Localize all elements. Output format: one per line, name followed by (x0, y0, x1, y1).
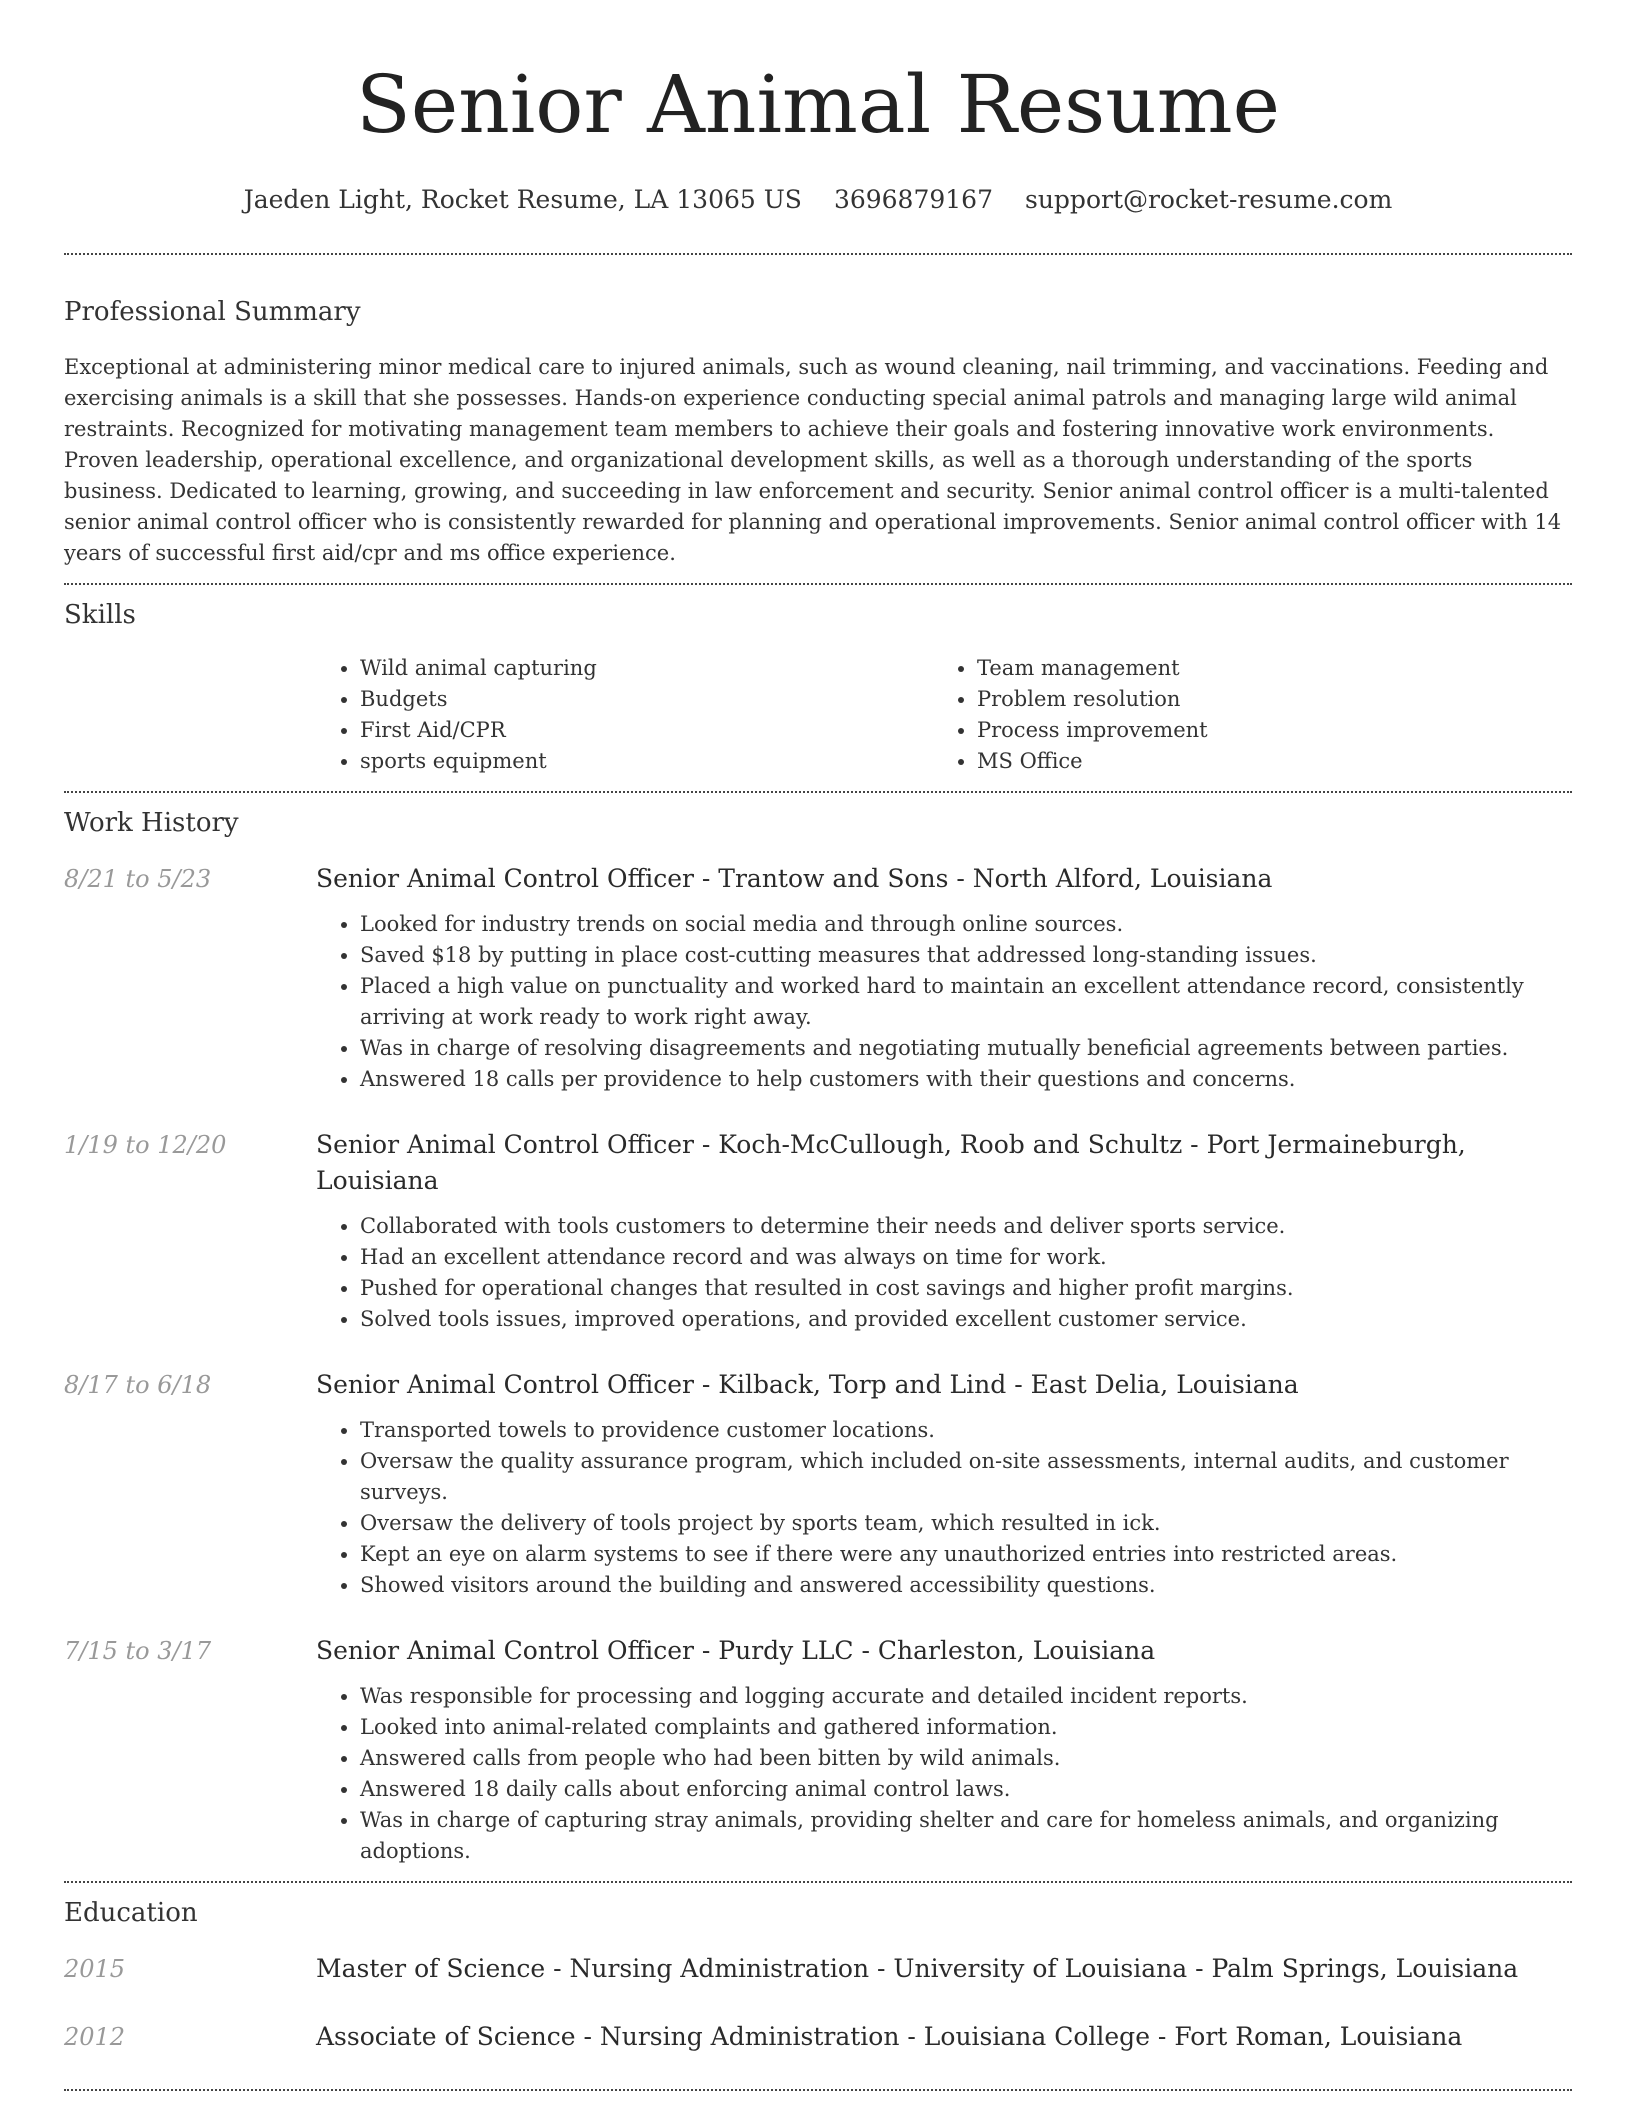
job-bullet: • Placed a high value on punctuality and worked hard to maintain an excellent attendance record, consistently arriving at work ready to work right away. (360, 971, 1572, 1033)
job-bullet: • Saved $18 by putting in place cost-cutting measures that addressed long-standing issues. (360, 940, 1572, 971)
job-bullet: • Was in charge of capturing stray animals, providing shelter and care for homeless animals, and organizing adoptions. (360, 1805, 1572, 1867)
job-bullet: • Was in charge of resolving disagreements and negotiating mutually beneficial agreements between parties. (360, 1033, 1572, 1064)
resume-title: Senior Animal Resume (356, 58, 1280, 151)
job-entry (64, 861, 1572, 1095)
education-section (64, 1893, 1572, 2087)
skill-item: • Team management (977, 653, 1550, 684)
divider (64, 791, 1572, 793)
job-entry (64, 1367, 1572, 1601)
skill-item: • sports equipment (360, 746, 933, 777)
job-entry (64, 1127, 1572, 1335)
education-date: 2012 (64, 2023, 126, 2051)
job-bullets (316, 1211, 1572, 1335)
job-title: Senior Animal Control Officer - Trantow and Sons - North Alford, Louisiana (316, 864, 1273, 893)
summary-heading: Professional Summary (64, 297, 361, 327)
divider (64, 2089, 1572, 2091)
job-title: Senior Animal Control Officer - Kilback, Torp and Lind - East Delia, Louisiana (316, 1370, 1299, 1399)
skills-grid (316, 653, 1572, 777)
resume-page (64, 0, 1572, 2091)
education-entry (64, 2019, 1572, 2087)
education-title: Associate of Science - Nursing Administration - Louisiana College - Fort Roman, Louisiana (316, 2022, 1463, 2051)
skills-list-left (316, 653, 933, 777)
divider (64, 1881, 1572, 1883)
summary-section (64, 292, 1572, 569)
education-title: Master of Science - Nursing Administration - University of Louisiana - Palm Springs, Louisiana (316, 1954, 1519, 1983)
job-bullet: • Looked for industry trends on social media and through online sources. (360, 909, 1572, 940)
job-bullet: • Kept an eye on alarm systems to see if there were any unauthorized entries into restricted areas. (360, 1539, 1572, 1570)
job-title: Senior Animal Control Officer - Koch-McCullough, Roob and Schultz - Port Jermaineburgh, Louisiana (316, 1130, 1466, 1195)
job-entry (64, 1633, 1572, 1867)
job-bullets (316, 909, 1572, 1095)
job-bullet: • Collaborated with tools customers to determine their needs and deliver sports service. (360, 1211, 1572, 1242)
job-bullets (316, 1415, 1572, 1601)
job-date: 8/21 to 5/23 (64, 865, 212, 893)
job-bullets (316, 1681, 1572, 1867)
job-bullet: • Was responsible for processing and logging accurate and detailed incident reports. (360, 1681, 1572, 1712)
job-bullet: • Answered 18 calls per providence to help customers with their questions and concerns. (360, 1064, 1572, 1095)
skill-item: • First Aid/CPR (360, 715, 933, 746)
skill-item: • MS Office (977, 746, 1550, 777)
job-bullet: • Transported towels to providence customer locations. (360, 1415, 1572, 1446)
skill-item: • Problem resolution (977, 684, 1550, 715)
divider (64, 583, 1572, 585)
education-date: 2015 (64, 1955, 126, 1983)
skill-item: • Wild animal capturing (360, 653, 933, 684)
contact-email: support@rocket-resume.com (1025, 185, 1393, 214)
contact-phone: 3696879167 (833, 185, 993, 214)
job-date: 1/19 to 12/20 (64, 1131, 227, 1159)
job-date: 7/15 to 3/17 (64, 1637, 212, 1665)
skill-item: • Process improvement (977, 715, 1550, 746)
skills-list-right (933, 653, 1550, 777)
skills-heading: Skills (64, 600, 136, 630)
education-entry (64, 1951, 1572, 2019)
skill-item: • Budgets (360, 684, 933, 715)
job-date: 8/17 to 6/18 (64, 1371, 212, 1399)
job-bullet: • Pushed for operational changes that resulted in cost savings and higher profit margins. (360, 1273, 1572, 1304)
job-bullet: • Oversaw the delivery of tools project by sports team, which resulted in ick. (360, 1508, 1572, 1539)
divider (64, 253, 1572, 255)
education-heading: Education (64, 1898, 198, 1928)
work-section (64, 803, 1572, 1867)
job-bullet: • Answered 18 daily calls about enforcing animal control laws. (360, 1774, 1572, 1805)
job-bullet: • Oversaw the quality assurance program, which included on-site assessments, internal audits, and customer surveys. (360, 1446, 1572, 1508)
job-bullet: • Solved tools issues, improved operations, and provided excellent customer service. (360, 1304, 1572, 1335)
summary-text: Exceptional at administering minor medical care to injured animals, such as wound cleaning, nail trimming, and vaccinations. Feeding and exercising animals is a skill that she possesses. Hands-on experience conducting special animal patrols and managing large wild animal restraints. Recognized for motivating management team members to achieve their goals and fostering innovative work environments. Proven leadership, operational excellence, and organizational development skills, as well as a thorough understanding of the sports business. Dedicated to learning, growing, and succeeding in law enforcement and security. Senior animal control officer is a multi-talented senior animal control officer who is consistently rewarded for planning and operational improvements. Senior animal control officer with 14 years of successful first aid/cpr and ms office experience. (64, 355, 1562, 565)
contact-line (64, 180, 1572, 220)
job-title: Senior Animal Control Officer - Purdy LLC - Charleston, Louisiana (316, 1636, 1156, 1665)
skills-section (64, 595, 1572, 777)
work-heading: Work History (64, 808, 239, 838)
contact-address: Jaeden Light, Rocket Resume, LA 13065 US (243, 185, 802, 214)
job-bullet: • Answered calls from people who had been bitten by wild animals. (360, 1743, 1572, 1774)
job-bullet: • Looked into animal-related complaints and gathered information. (360, 1712, 1572, 1743)
job-bullet: • Showed visitors around the building and answered accessibility questions. (360, 1570, 1572, 1601)
job-bullet: • Had an excellent attendance record and was always on time for work. (360, 1242, 1572, 1273)
